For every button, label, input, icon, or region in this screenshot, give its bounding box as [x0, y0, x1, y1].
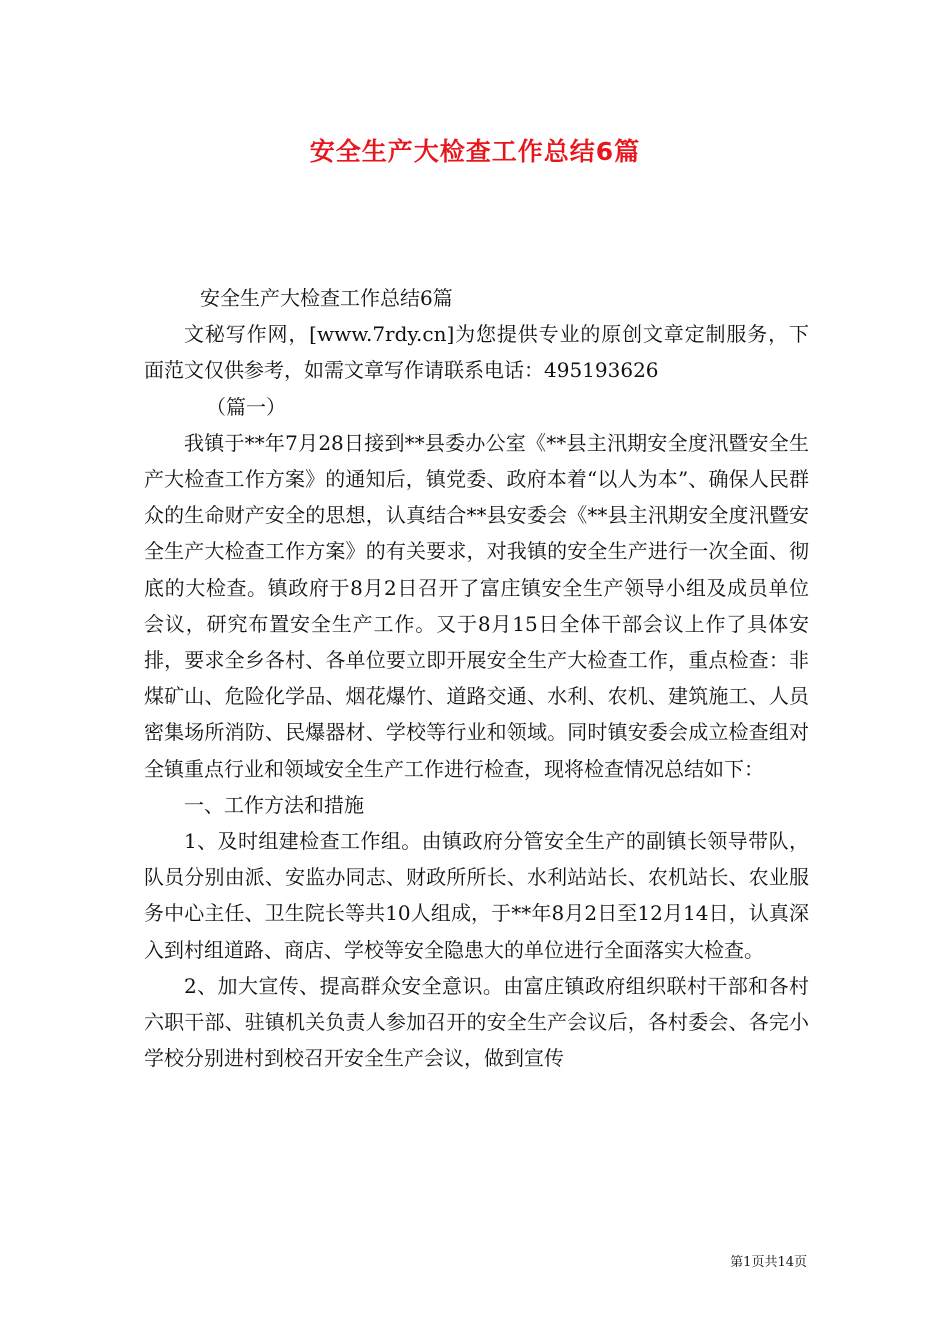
body-paragraph: 2、加大宣传、提高群众安全意识。由富庄镇政府组织联村干部和各村六职干部、驻镇机关负责人参加召开的安全生产会议后，各村委会、各完小学校分别进村到校召开安全生产会议，做到宣传 — [144, 973, 809, 1071]
document-title: 安全生产大检查工作总结6篇 — [309, 137, 641, 166]
subtitle-paragraph: 安全生产大检查工作总结6篇 — [200, 286, 453, 310]
body-paragraph: 1、及时组建检查工作组。由镇政府分管安全生产的副镇长领导带队，队员分别由派、安监办同志、财政所所长、水利站站长、农机站长、农业服务中心主任、卫生院长等共10人组成，于**年8月2日至12月14日，认真深入到村组道路、商店、学校等安全隐患大的单位进行全面落实大检查。 — [144, 829, 809, 962]
body-paragraph: 我镇于**年7月28日接到**县委办公室《**县主汛期安全度汛暨安全生产大检查工作方案》的通知后，镇党委、政府本着“以人为本”、确保人民群众的生命财产安全的思想，认真结合**县安委会《**县主汛期安全度汛暨安全生产大检查工作方案》的有关要求，对我镇的安全生产进行一次全面、彻底的大检查。镇政府于8月2日召开了富庄镇安全生产领导小组及成员单位会议，研究布置安全生产工作。又于8月15日全体干部会议上作了具体安排，要求全乡各村、各单位要立即开展安全生产大检查工作，重点检查：非煤矿山、危险化学品、烟花爆竹、道路交通、水利、农机、建筑施工、人员密集场所消防、民爆器材、学校等行业和领域。同时镇安委会成立检查组对全镇重点行业和领域安全生产工作进行检查，现将检查情况总结如下： — [144, 430, 809, 781]
section-marker: （篇一） — [206, 394, 286, 419]
intro-paragraph: 文秘写作网，[www.7rdy.cn]为您提供专业的原创文章定制服务，下面范文仅供参考，如需文章写作请联系电话：495193626 — [144, 322, 809, 383]
page-number: 第1页共14页 — [730, 1255, 807, 1270]
document-body — [144, 280, 809, 1076]
section-heading: 一、工作方法和措施 — [184, 792, 364, 817]
